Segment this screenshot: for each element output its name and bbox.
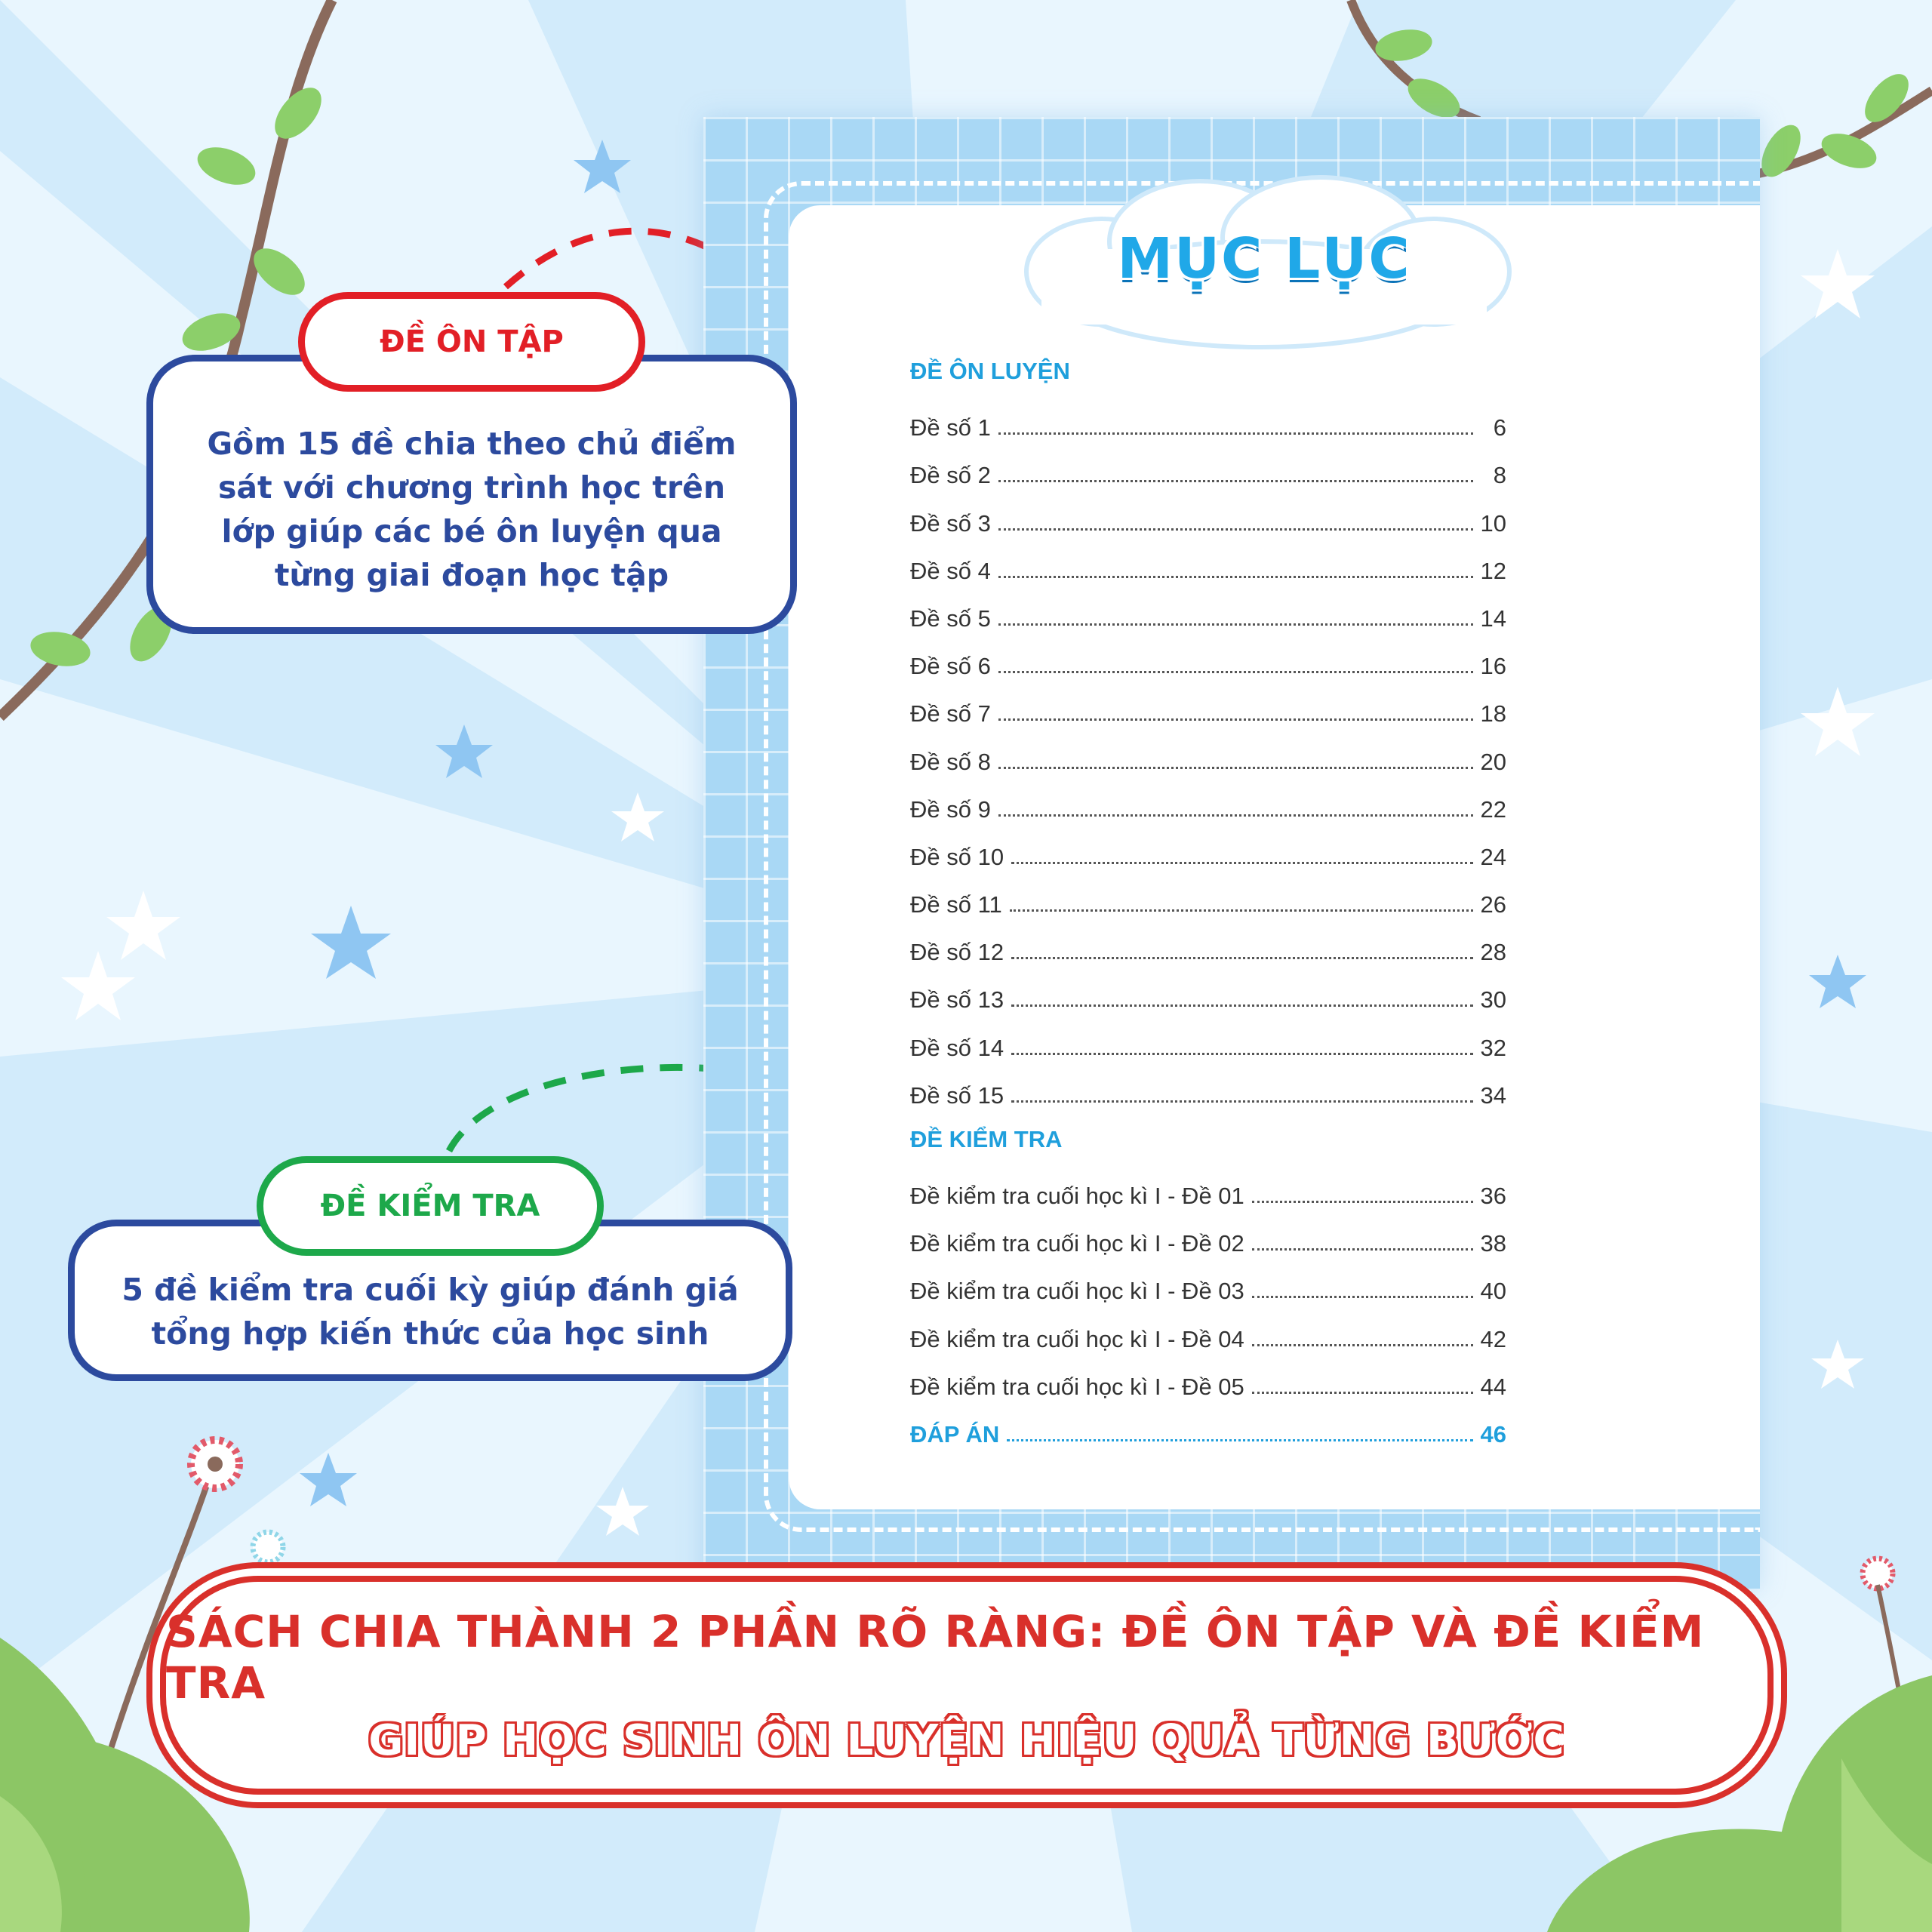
banner-line-1: SÁCH CHIA THÀNH 2 PHẦN RÕ RÀNG: ĐỀ ÔN TẬP VÀ ĐỀ KIỂM TRA xyxy=(166,1605,1705,1709)
toc-entry-label: Đề số 15 xyxy=(910,1081,1004,1109)
toc-entry-page: 8 xyxy=(1493,462,1506,489)
toc-entry-row[interactable] xyxy=(910,489,1506,537)
toc-entry-row[interactable] xyxy=(910,966,1506,1014)
toc-entry-row[interactable] xyxy=(910,1014,1506,1061)
toc-leader-dots xyxy=(1252,1296,1473,1298)
toc-entry-page: 42 xyxy=(1480,1325,1506,1352)
toc-leader-dots xyxy=(1007,1439,1472,1441)
bottom-banner xyxy=(160,1576,1774,1795)
toc-leader-dots xyxy=(998,480,1473,482)
toc-entry-label: Đề số 13 xyxy=(910,986,1004,1014)
callout-line: 5 đề kiểm tra cuối kỳ giúp đánh giá xyxy=(122,1272,739,1308)
toc-entry-row[interactable] xyxy=(910,918,1506,966)
toc-entry-row[interactable] xyxy=(910,728,1506,775)
toc-entry-label: Đề số 11 xyxy=(910,891,1002,918)
toc-entry-label: Đề số 5 xyxy=(910,605,991,632)
toc-entry-page: 36 xyxy=(1480,1183,1506,1209)
toc-leader-dots xyxy=(998,718,1473,721)
toc-section-list xyxy=(910,394,1506,1109)
toc-leader-dots xyxy=(998,767,1473,769)
toc-entry-page: 20 xyxy=(1480,748,1506,775)
toc-leader-dots xyxy=(998,528,1473,531)
callout-line: tổng hợp kiến thức của học sinh xyxy=(151,1315,709,1352)
toc-entry-row[interactable] xyxy=(910,394,1506,441)
toc-entry-row[interactable] xyxy=(910,441,1506,489)
toc-entry-page: 26 xyxy=(1480,891,1506,918)
toc-entry-row[interactable] xyxy=(910,1210,1506,1257)
toc-entry-label: Đề số 10 xyxy=(910,843,1004,870)
toc-entry-page: 24 xyxy=(1480,843,1506,870)
toc-leader-dots xyxy=(998,576,1473,578)
toc-section-heading: ĐỀ ÔN LUYỆN xyxy=(910,358,1070,384)
toc-entry-page: 30 xyxy=(1480,986,1506,1014)
toc-leader-dots xyxy=(1011,862,1472,864)
toc-leader-dots xyxy=(1252,1201,1473,1203)
toc-leader-dots xyxy=(1252,1392,1473,1394)
toc-entry-page: 12 xyxy=(1480,557,1506,584)
toc-entry-label: Đề số 1 xyxy=(910,414,991,441)
toc-leader-dots xyxy=(1011,1100,1472,1103)
toc-entry-page: 22 xyxy=(1480,795,1506,823)
toc-entry-page: 34 xyxy=(1480,1081,1506,1109)
toc-entry-row[interactable] xyxy=(910,1162,1506,1210)
banner-line-2: GIÚP HỌC SINH ÔN LUYỆN HIỆU QUẢ TỪNG BƯỚC xyxy=(368,1715,1565,1765)
toc-entry-row[interactable] xyxy=(910,585,1506,632)
toc-entry-row[interactable] xyxy=(910,680,1506,728)
toc-entry-label: Đề số 8 xyxy=(910,748,991,775)
callout-line: từng giai đoạn học tập xyxy=(274,557,669,593)
toc-title: MỤC LỤC xyxy=(1117,226,1411,291)
toc-entry-page: 28 xyxy=(1480,939,1506,966)
toc-entry-row[interactable] xyxy=(910,823,1506,871)
toc-entry-page: 10 xyxy=(1480,509,1506,537)
toc-entry-label: Đề kiểm tra cuối học kì I - Đề 04 xyxy=(910,1325,1244,1352)
callout-test-tag: ĐỀ KIỂM TRA xyxy=(257,1156,604,1256)
callout-line: lớp giúp các bé ôn luyện qua xyxy=(221,513,722,549)
toc-entry-label: Đề kiểm tra cuối học kì I - Đề 02 xyxy=(910,1230,1244,1257)
toc-entry-label: Đề số 4 xyxy=(910,557,991,584)
toc-entry-label: Đề số 12 xyxy=(910,939,1004,966)
toc-entry-page: 40 xyxy=(1480,1278,1506,1305)
toc-leader-dots xyxy=(998,623,1473,626)
toc-entry-page: 16 xyxy=(1480,653,1506,680)
toc-entry-page: 46 xyxy=(1480,1420,1506,1447)
toc-entry-label: Đề kiểm tra cuối học kì I - Đề 05 xyxy=(910,1373,1244,1400)
toc-section-heading: ĐỀ KIỂM TRA xyxy=(910,1125,1063,1152)
toc-leader-dots xyxy=(998,814,1473,817)
toc-entry-page: 44 xyxy=(1480,1373,1506,1400)
toc-entry-label: ĐÁP ÁN xyxy=(910,1420,1000,1447)
toc-leader-dots xyxy=(1252,1248,1473,1251)
toc-entry-label: Đề số 2 xyxy=(910,462,991,489)
toc-leader-dots xyxy=(1011,1053,1472,1055)
toc-entry-page: 14 xyxy=(1480,605,1506,632)
toc-entry-page: 18 xyxy=(1480,700,1506,728)
toc-entry-label: Đề số 14 xyxy=(910,1034,1004,1061)
callout-line: sát với chương trình học trên xyxy=(217,469,726,506)
toc-leader-dots xyxy=(998,432,1473,435)
toc-leader-dots xyxy=(1252,1344,1473,1346)
callout-line: Gồm 15 đề chia theo chủ điểm xyxy=(207,426,737,462)
toc-entry-label: Đề kiểm tra cuối học kì I - Đề 01 xyxy=(910,1183,1244,1209)
toc-leader-dots xyxy=(998,671,1473,673)
toc-leader-dots xyxy=(1011,957,1472,959)
toc-entry-label: Đề số 9 xyxy=(910,795,991,823)
callout-review-description xyxy=(146,355,797,634)
toc-section-list xyxy=(910,1162,1506,1401)
toc-entry-page: 6 xyxy=(1493,414,1506,441)
toc-entry-label: Đề kiểm tra cuối học kì I - Đề 03 xyxy=(910,1278,1244,1305)
toc-entry-label: Đề số 3 xyxy=(910,509,991,537)
toc-entry-row[interactable] xyxy=(910,871,1506,918)
toc-entry-row[interactable] xyxy=(910,776,1506,823)
toc-entry-row[interactable] xyxy=(910,1062,1506,1109)
toc-entry-label: Đề số 7 xyxy=(910,700,991,728)
toc-entry-label: Đề số 6 xyxy=(910,653,991,680)
toc-entry-row[interactable] xyxy=(910,1353,1506,1401)
callout-review-tag: ĐỀ ÔN TẬP xyxy=(298,292,645,392)
toc-entry-row[interactable] xyxy=(910,537,1506,585)
toc-leader-dots xyxy=(1010,909,1473,912)
toc-entry-page: 32 xyxy=(1480,1034,1506,1061)
toc-entry-page: 38 xyxy=(1480,1230,1506,1257)
toc-entry-row[interactable] xyxy=(910,1305,1506,1352)
table-of-contents xyxy=(910,349,1506,1448)
toc-leader-dots xyxy=(1011,1004,1472,1007)
toc-entry-row[interactable] xyxy=(910,632,1506,680)
toc-answer-row[interactable] xyxy=(910,1401,1506,1448)
toc-entry-row[interactable] xyxy=(910,1257,1506,1305)
